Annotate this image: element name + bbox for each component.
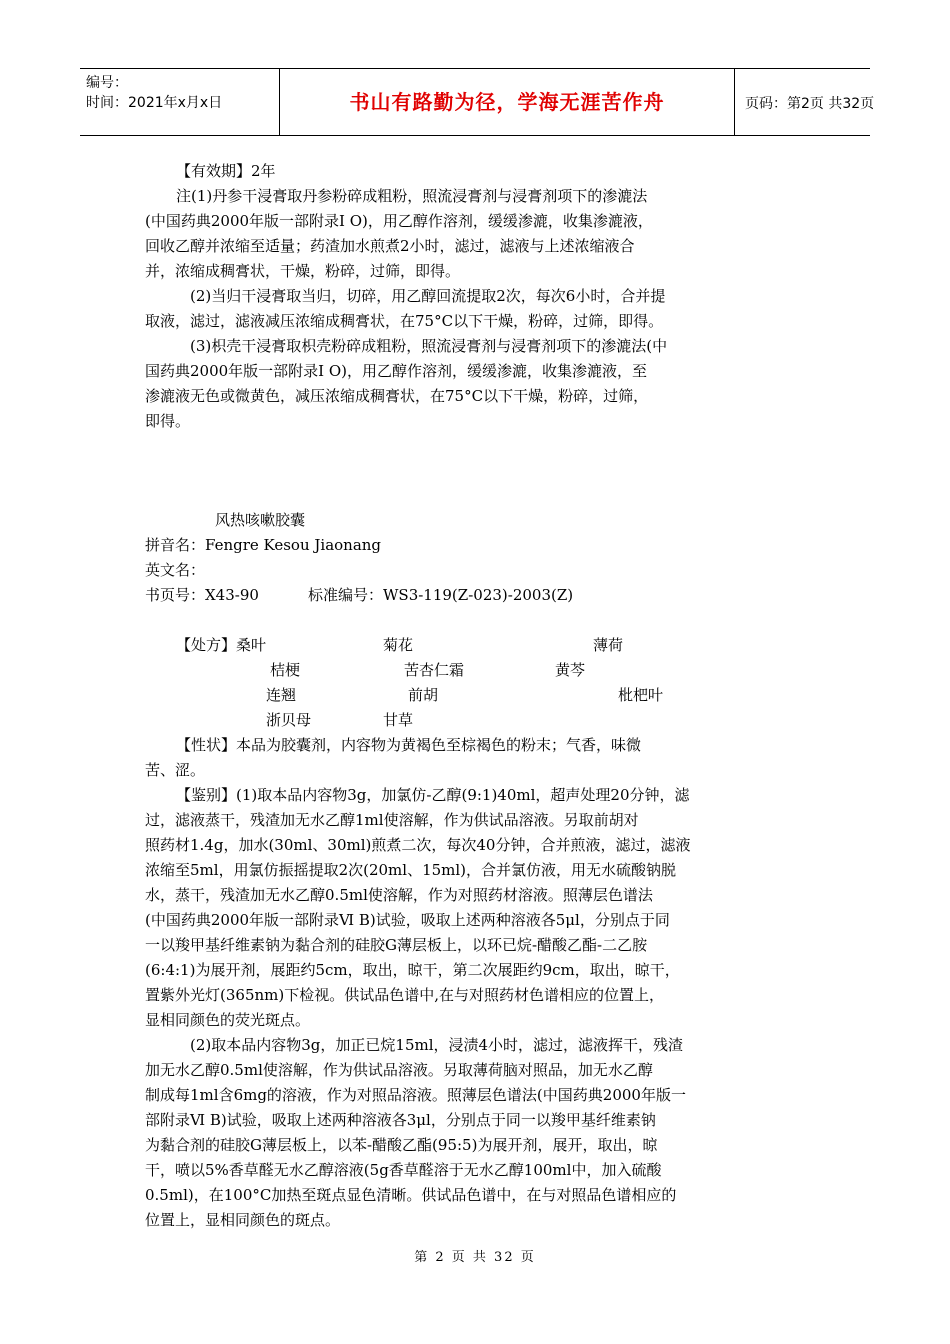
herb-item: 浙贝母 — [266, 711, 312, 729]
note3-line: 渗漉液无色或微黄色，减压浓缩成稠膏状，在75°C以下干燥，粉碎，过筛， — [145, 387, 649, 405]
note1-line: 注(1)丹参干浸膏取丹参粉碎成粗粉，照流浸膏剂与浸膏剂项下的渗漉法 — [176, 187, 648, 205]
english-name-line: 英文名： — [145, 561, 206, 579]
header-info-cell — [80, 69, 280, 135]
herb-item: 苦杏仁霜 — [404, 661, 465, 679]
character-line: 苦、涩。 — [145, 761, 206, 779]
prescription-label: 【处方】桑叶 — [176, 636, 267, 654]
ident2-line: 0.5ml)，在100°C加热至斑点显色清晰。供试品色谱中，在与对照品色谱相应的 — [145, 1186, 677, 1204]
number-label: 编号： — [86, 75, 128, 91]
validity-line: 【有效期】2年 — [176, 162, 276, 180]
note1-line: 并，浓缩成稠膏状，干燥，粉碎，过筛，即得。 — [145, 262, 461, 280]
herb-item: 甘草 — [383, 711, 414, 729]
motto: 书山有路勤为径，学海无涯苦作舟 — [349, 90, 665, 114]
ident1-line: 照药材1.4g，加水(30ml、30ml)煎煮二次，每次40分钟，合并煎液，滤过，滤液 — [145, 836, 691, 854]
herb-item: 枇杷叶 — [618, 686, 664, 704]
herb-item: 薄荷 — [593, 636, 624, 654]
pinyin-line: 拼音名：Fengre Kesou Jiaonang — [145, 536, 382, 554]
ident1-line: 一以羧甲基纤维素钠为黏合剂的硅胶G薄层板上，以环已烷-醋酸乙酯-二乙胺 — [145, 936, 648, 954]
note2-line: (2)当归干浸膏取当归，切碎，用乙醇回流提取2次，每次6小时，合并提 — [190, 287, 666, 305]
ident2-line: 位置上，显相同颜色的斑点。 — [145, 1211, 341, 1229]
ident2-line: 部附录Ⅵ B)试验，吸取上述两种溶液各3μl，分别点于同一以羧甲基纤维素钠 — [145, 1111, 656, 1129]
note3-line: (3)枳壳干浸膏取枳壳粉碎成粗粉，照流浸膏剂与浸膏剂项下的渗漉法(中 — [190, 337, 668, 355]
ident1-line: 显相同颜色的荧光斑点。 — [145, 1011, 311, 1029]
note3-line: 国药典2000年版一部附录Ⅰ O)，用乙醇作溶剂，缓缓渗漉，收集渗漉液，至 — [145, 362, 648, 380]
header-page-cell — [735, 69, 875, 135]
book-page-line: 书页号：X43-90 — [145, 586, 259, 604]
herb-item: 桔梗 — [270, 661, 301, 679]
herb-item: 黄芩 — [555, 661, 586, 679]
ident1-line: 【鉴别】(1)取本品内容物3g，加氯仿-乙醇(9:1)40ml，超声处理20分钟，滤 — [176, 786, 690, 804]
character-line: 【性状】本品为胶囊剂，内容物为黄褐色至棕褐色的粉末；气香，味微 — [176, 736, 642, 754]
note1-line: 回收乙醇并浓缩至适量；药渣加水煎煮2小时，滤过，滤液与上述浓缩液合 — [145, 237, 635, 255]
page-label: 页码：第2页 共32页 — [745, 96, 875, 112]
page-footer: 第 2 页 共 32 页 — [414, 1250, 536, 1265]
herb-item: 连翘 — [266, 686, 297, 704]
standard-number-line: 标准编号：WS3-119(Z-023)-2003(Z) — [308, 586, 574, 604]
ident2-line: 干，喷以5%香草醛无水乙醇溶液(5g香草醛溶于无水乙醇100ml中，加入硫酸 — [145, 1161, 662, 1179]
herb-item: 菊花 — [383, 636, 414, 654]
ident1-line: 置紫外光灯(365nm)下检视。供试品色谱中,在与对照药材色谱相应的位置上， — [145, 986, 664, 1004]
herb-item: 前胡 — [408, 686, 439, 704]
ident2-line: (2)取本品内容物3g，加正已烷15ml，浸渍4小时，滤过，滤液挥干，残渣 — [190, 1036, 684, 1054]
ident1-line: (6:4:1)为展开剂，展距约5cm，取出，晾干，第二次展距约9cm，取出，晾干， — [145, 961, 680, 979]
drug-title: 风热咳嗽胶囊 — [215, 511, 306, 529]
note2-line: 取液，滤过，滤液减压浓缩成稠膏状，在75°C以下干燥，粉碎，过筛，即得。 — [145, 312, 664, 330]
note3-line: 即得。 — [145, 412, 191, 430]
time-label: 时间：2021年x月x日 — [86, 95, 223, 111]
ident2-line: 为黏合剂的硅胶G薄层板上，以苯-醋酸乙酯(95:5)为展开剂，展开，取出，晾 — [145, 1136, 658, 1154]
document-header — [80, 68, 875, 136]
header-motto-cell — [280, 69, 735, 135]
ident2-line: 加无水乙醇0.5ml使溶解，作为供试品溶液。另取薄荷脑对照品，加无水乙醇 — [145, 1061, 653, 1079]
ident1-line: 水，蒸干，残渣加无水乙醇0.5ml使溶解，作为对照药材溶液。照薄层色谱法 — [145, 886, 653, 904]
ident1-line: 浓缩至5ml，用氯仿振摇提取2次(20ml、15ml)，合并氯仿液，用无水硫酸钠脱 — [145, 861, 677, 879]
ident1-line: (中国药典2000年版一部附录Ⅵ B)试验，吸取上述两种溶液各5μl，分别点于同 — [145, 911, 670, 929]
ident2-line: 制成每1ml含6mg的溶液，作为对照品溶液。照薄层色谱法(中国药典2000年版一 — [145, 1086, 686, 1104]
note1-line: (中国药典2000年版一部附录Ⅰ O)，用乙醇作溶剂，缓缓渗漉，收集渗漉液， — [145, 212, 653, 230]
ident1-line: 过，滤液蒸干，残渣加无水乙醇1ml使溶解，作为供试品溶液。另取前胡对 — [145, 811, 639, 829]
